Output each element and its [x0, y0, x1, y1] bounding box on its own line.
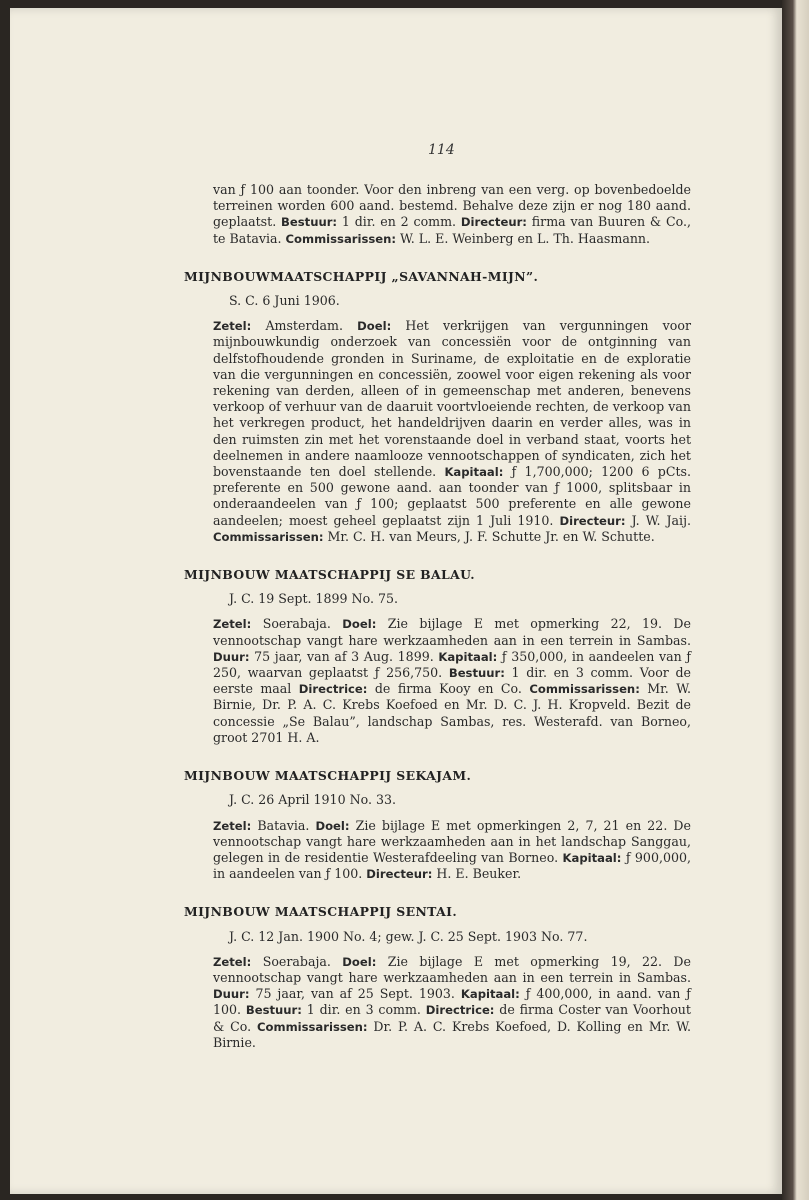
- company-title: MIJNBOUWMAATSCHAPPIJ „SAVANNAH-MIJN”.: [184, 268, 539, 284]
- intro-paragraph: van ƒ 100 aan toonder. Voor den inbreng van een verg. op bovenbedoelde terreinen worden 600 aand. bestemd. Behalve deze zijn er nog 180 aand. geplaatst. Bestuur: 1 dir. en 2 comm. Directeur: firma van Buuren & Co., te Batavia. Commissarissen: W. L. E. Weinberg en L. Th. Haasmann.: [213, 182, 691, 246]
- company-title: MIJNBOUW MAATSCHAPPIJ SEKAJAM.: [184, 768, 472, 784]
- page-content: [184, 182, 691, 1051]
- company-title: MIJNBOUW MAATSCHAPPIJ SE BALAU.: [184, 567, 475, 583]
- company-entry: [184, 268, 691, 545]
- company-decree: S. C. 6 Juni 1906.: [229, 293, 340, 309]
- company-decree: J. C. 12 Jan. 1900 No. 4; gew. J. C. 25 Sept. 1903 No. 77.: [229, 928, 588, 944]
- company-body: Zetel: Soerabaja. Doel: Zie bijlage E met opmerking 19, 22. De vennootschap vangt hare werkzaamheden aan in een terrein in Sambas. Duur: 75 jaar, van af 25 Sept. 1903. Kapitaal: ƒ 400,000, in aand. van ƒ 100. Bestuur: 1 dir. en 3 comm. Directrice: de firma Coster van Voorhout & Co. Commissarissen: Dr. P. A. C. Krebs Koefoed, D. Kolling en Mr. W. Birnie.: [213, 953, 691, 1050]
- page-number: 114: [428, 142, 455, 158]
- company-decree: J. C. 26 April 1910 No. 33.: [229, 792, 397, 808]
- company-entry: [184, 904, 691, 1051]
- company-decree: J. C. 19 Sept. 1899 No. 75.: [229, 591, 398, 607]
- company-entry: [184, 768, 691, 882]
- book-edge: [782, 0, 809, 1200]
- company-title: MIJNBOUW MAATSCHAPPIJ SENTAI.: [184, 904, 458, 920]
- company-entry: [184, 567, 691, 746]
- company-body: Zetel: Batavia. Doel: Zie bijlage E met opmerkingen 2, 7, 21 en 22. De vennootschap vangt hare werkzaamheden aan in het landschap Sanggau, gelegen in de residentie Westerafdeeling van Borneo. Kapitaal: ƒ 900,000, in aandeelen van ƒ 100. Directeur: H. E. Beuker.: [213, 817, 691, 882]
- company-body: Zetel: Soerabaja. Doel: Zie bijlage E met opmerking 22, 19. De vennootschap vangt hare werkzaamheden aan in een terrein in Sambas. Duur: 75 jaar, van af 3 Aug. 1899. Kapitaal: ƒ 350,000, in aandeelen van ƒ 250, waarvan geplaatst ƒ 256,750. Bestuur: 1 dir. en 3 comm. Voor de eerste maal Directrice: de firma Kooy en Co. Commissarissen: Mr. W. Birnie, Dr. P. A. C. Krebs Koefoed en Mr. D. C. J. H. Kropveld. Bezit de concessie „Se Balau”, landschap Sambas, res. Westerafd. van Borneo, groot 2701 H. A.: [213, 616, 691, 745]
- book-page: [10, 8, 782, 1194]
- company-body: Zetel: Amsterdam. Doel: Het verkrijgen van vergunningen voor mijnbouwkundig onderzoek van concessiën voor de ontginning van delfstofhoudende gronden in Suriname, de exploitatie en de exploratie van die vergunningen en concessiën, zoowel voor eigen rekening als voor rekening van derden, alleen of in gemeenschap met anderen, benevens verkoop of verhuur van de daaruit voortvloeiende rechten, de verkoop van het verkregen product, het handeldrijven daarin en verder alles, was in den ruimsten zin met het vorenstaande doel in verband staat, voorts het deelnemen in andere naamlooze vennootschappen of syndicaten, zich het bovenstaande ten doel stellende. Kapitaal: ƒ 1,700,000; 1200 6 pCts. preferente en 500 gewone aand. aan toonder van ƒ 1000, splitsbaar in onderaandeelen van ƒ 100; geplaatst 500 preferente en alle gewone aandeelen; moest geheel geplaatst zijn 1 Juli 1910. Directeur: J. W. Jaij. Commissarissen: Mr. C. H. van Meurs, J. F. Schutte Jr. en W. Schutte.: [213, 318, 691, 544]
